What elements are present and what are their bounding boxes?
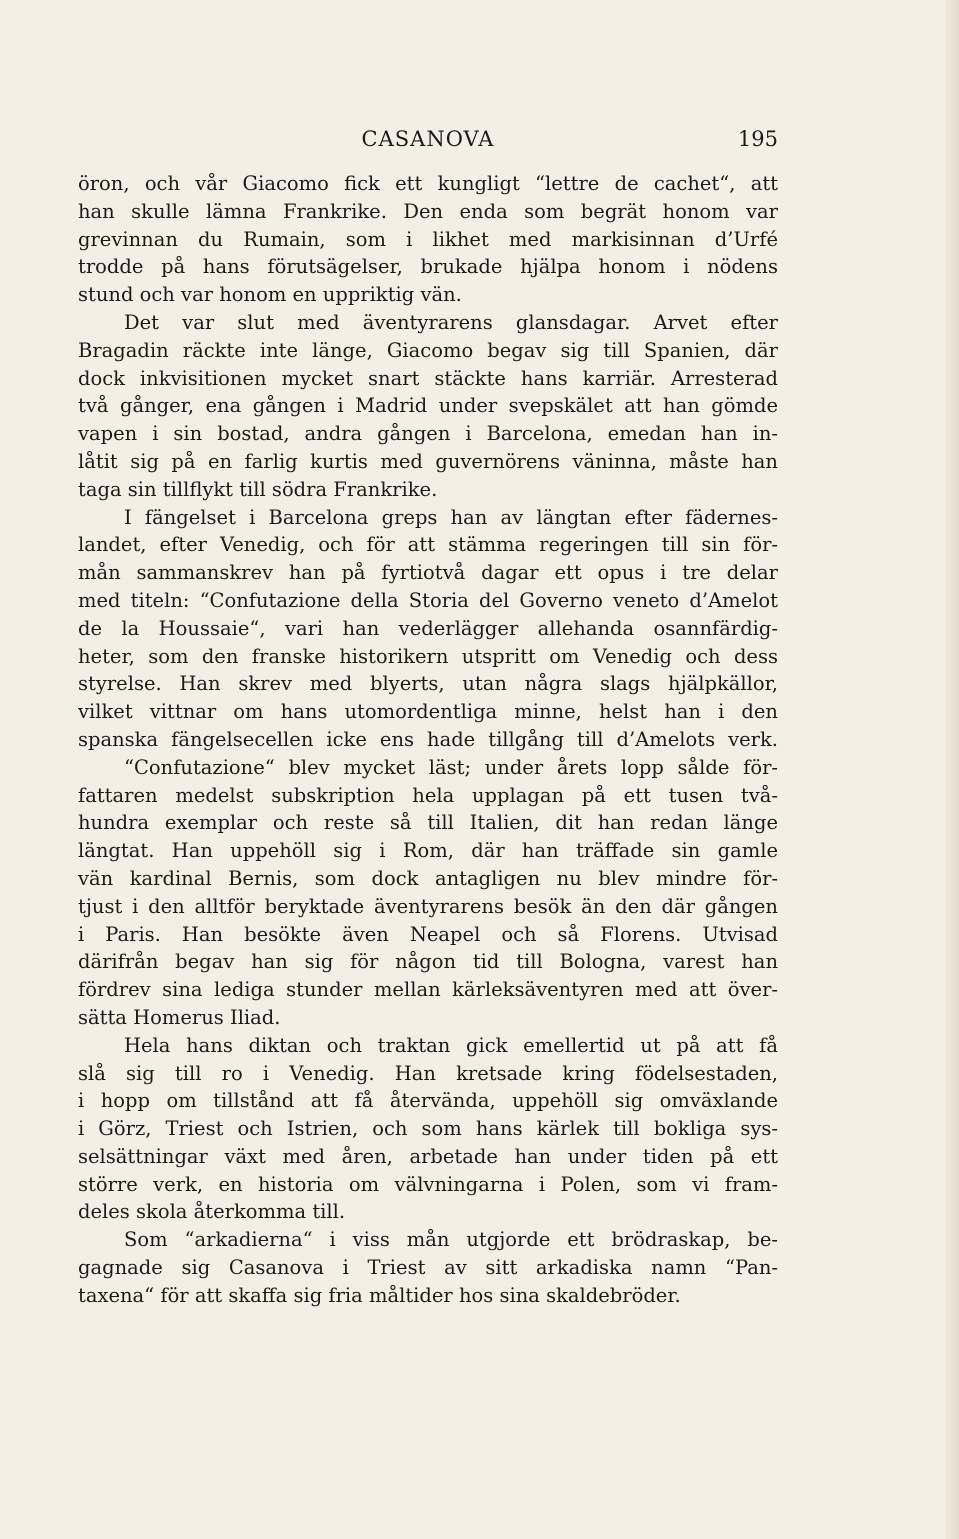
page-header <box>78 122 778 156</box>
text-line: “Confutazione“ blev mycket läst; under årets lopp sålde för- <box>124 755 778 779</box>
text-line: Hela hans diktan och traktan gick emellertid ut på att få <box>124 1033 778 1057</box>
text-line: deles skola återkomma till. <box>78 1200 346 1224</box>
text-line: fördrev sina lediga stunder mellan kärleksäventyren med att över- <box>78 978 778 1002</box>
text-line: vilket vittnar om hans utomordentliga minne, helst han i den <box>78 700 778 724</box>
text-line: större verk, en historia om välvningarna i Polen, som vi fram- <box>78 1172 778 1196</box>
text-line: selsättningar växt med åren, arbetade han under tiden på ett <box>78 1144 778 1168</box>
text-line: styrelse. Han skrev med blyerts, utan några slags hjälpkällor, <box>78 672 778 696</box>
text-line: mån sammanskrev han på fyrtiotvå dagar ett opus i tre delar <box>78 561 778 585</box>
text-line: Bragadin räckte inte länge, Giacomo begav sig till Spanien, där <box>78 338 778 362</box>
text-line: heter, som den franske historikern utspritt om Venedig och dess <box>78 644 778 668</box>
text-line: längtat. Han uppehöll sig i Rom, där han träffade sin gamle <box>78 839 778 863</box>
text-line: fattaren medelst subskription hela upplagan på ett tusen två- <box>78 783 778 807</box>
text-line: Det var slut med äventyrarens glansdagar. Arvet efter <box>124 310 778 334</box>
text-line: han skulle lämna Frankrike. Den enda som begrät honom var <box>78 199 778 223</box>
text-line: spanska fängelsecellen icke ens hade tillgång till d’Amelots verk. <box>78 727 778 751</box>
text-line: vapen i sin bostad, andra gången i Barcelona, emedan han in- <box>78 422 778 446</box>
text-line: hundra exemplar och reste så till Italien, dit han redan länge <box>78 811 778 835</box>
text-line: slå sig till ro i Venedig. Han kretsade kring födelsestaden, <box>78 1061 778 1085</box>
text-line: i Görz, Triest och Istrien, och som hans kärlek till bokliga sys- <box>78 1117 778 1141</box>
page-number: 195 <box>737 127 778 151</box>
text-line: därifrån begav han sig för någon tid till Bologna, varest han <box>78 950 778 974</box>
text-line: grevinnan du Rumain, som i likhet med markisinnan d’Urfé <box>78 227 778 251</box>
text-line: dock inkvisitionen mycket snart stäckte hans karriär. Arresterad <box>78 366 778 390</box>
text-line: vän kardinal Bernis, som dock antagligen nu blev mindre för- <box>78 866 778 890</box>
text-line: öron, och vår Giacomo fick ett kungligt “lettre de cachet“, att <box>78 172 778 195</box>
body-text <box>78 170 778 1310</box>
text-line: låtit sig på en farlig kurtis med guvernörens väninna, måste han <box>78 449 778 473</box>
text-line: I fängelset i Barcelona greps han av längtan efter fädernes- <box>124 505 778 529</box>
text-line: sätta Homerus Iliad. <box>78 1005 281 1029</box>
text-line: två gånger, ena gången i Madrid under svepskälet att han gömde <box>78 394 778 418</box>
running-head: CASANOVA <box>361 127 495 151</box>
text-line: trodde på hans förutsägelser, brukade hjälpa honom i nödens <box>78 255 778 279</box>
text-line: stund och var honom en uppriktig vän. <box>78 283 462 307</box>
text-line: i hopp om tillstånd att få återvända, uppehöll sig omväxlande <box>78 1089 778 1113</box>
text-line: gagnade sig Casanova i Triest av sitt arkadiska namn “Pan- <box>78 1256 778 1280</box>
text-line: de la Houssaie“, vari han vederlägger allehanda osannfärdig- <box>78 616 778 640</box>
text-line: Som “arkadierna“ i viss mån utgjorde ett brödraskap, be- <box>124 1228 778 1252</box>
text-line: taxena“ för att skaffa sig fria måltider hos sina skaldebröder. <box>78 1283 681 1307</box>
text-line: i Paris. Han besökte även Neapel och så Florens. Utvisad <box>78 922 778 946</box>
text-line: taga sin tillflykt till södra Frankrike. <box>78 477 438 501</box>
page-edge <box>945 0 959 1539</box>
text-line: tjust i den alltför beryktade äventyrarens besök än den där gången <box>78 894 778 918</box>
text-line: landet, efter Venedig, och för att stämma regeringen till sin för- <box>78 533 778 557</box>
text-line: med titeln: “Confutazione della Storia del Governo veneto d’Amelot <box>78 588 778 612</box>
